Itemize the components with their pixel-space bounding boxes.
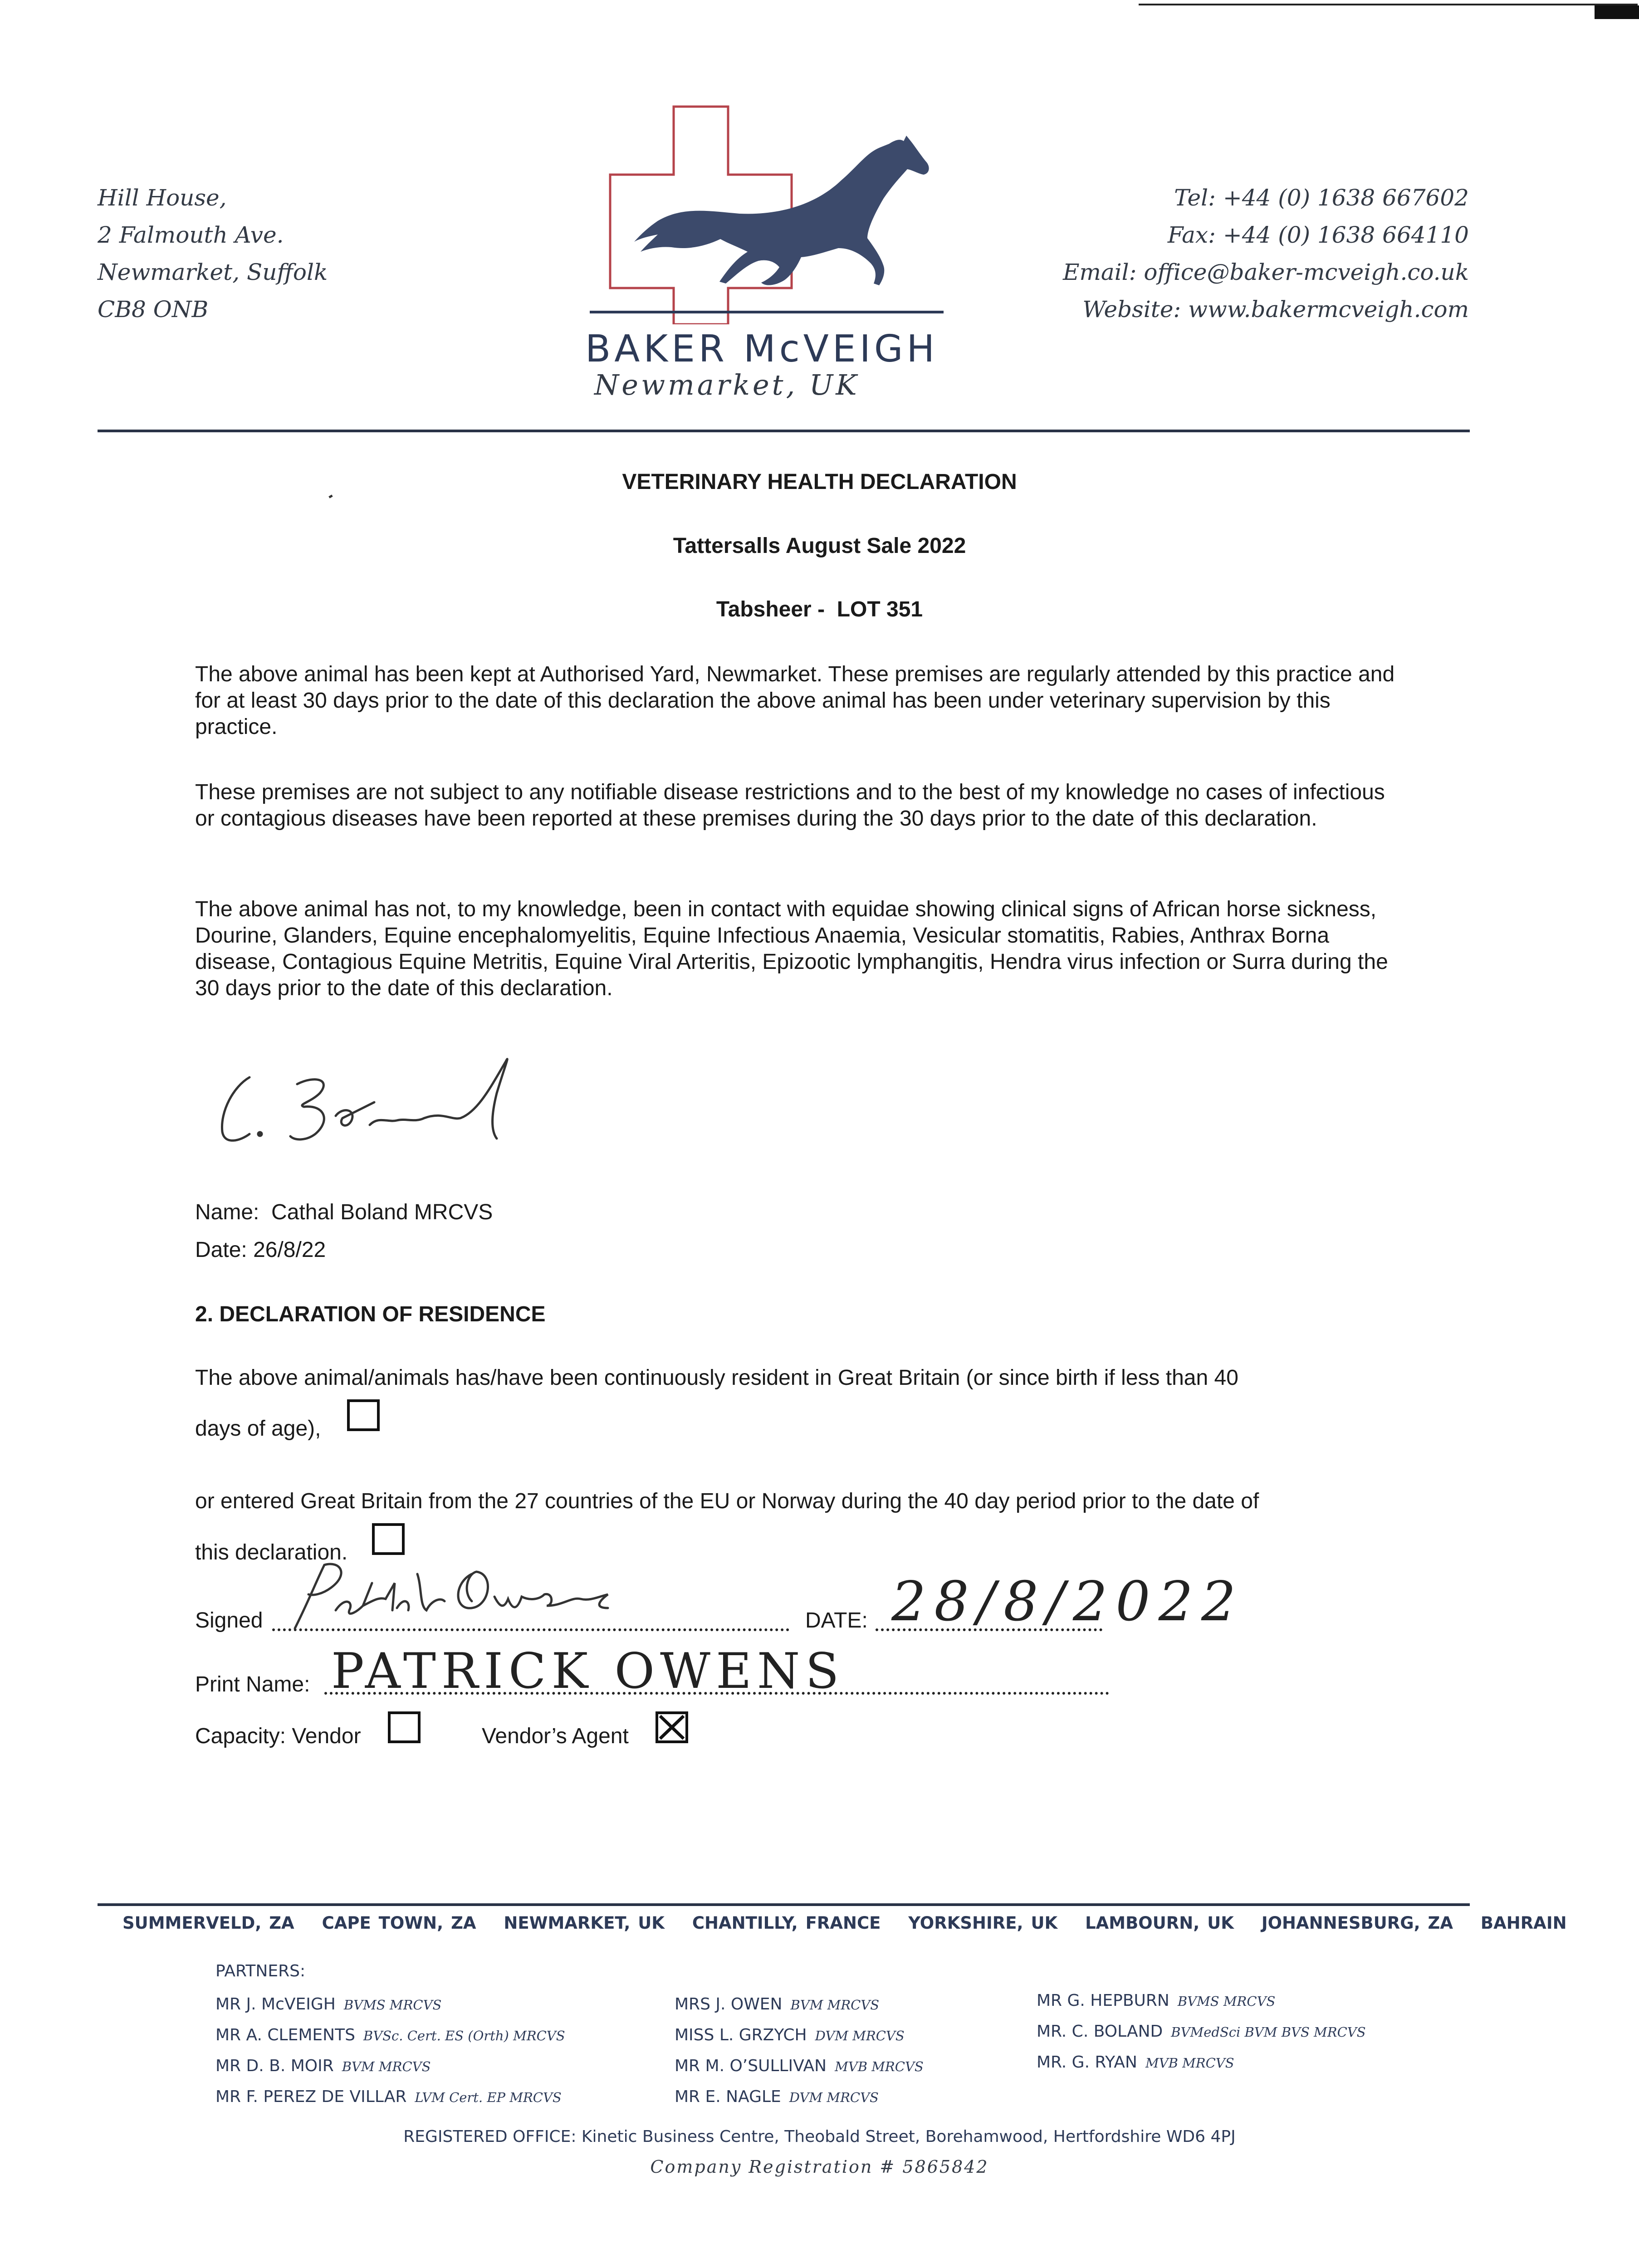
- residence-option2-text: or entered Great Britain from the 27 countries of the EU or Norway during the 40 day period prior to the date of: [195, 1489, 1259, 1513]
- partner-entry: MR D. B. MOIR BVM MRCVS: [215, 2057, 431, 2075]
- declaration-date-handwritten: 28/8/2022: [891, 1570, 1244, 1633]
- partner-entry: MR F. PEREZ DE VILLAR LVM Cert. EP MRCVS: [215, 2087, 562, 2106]
- vendor-checkbox[interactable]: [388, 1711, 421, 1743]
- partner-entry: MR M. O’SULLIVAN MVB MRCVS: [675, 2057, 924, 2075]
- partner-entry: MR A. CLEMENTS BVSc. Cert. ES (Orth) MRCVS: [215, 2026, 565, 2044]
- brand-name: BAKER McVEIGH: [585, 327, 939, 371]
- location-item: JOHANNESBURG, ZA: [1261, 1913, 1453, 1933]
- print-name-handwritten: PATRICK OWENS: [331, 1643, 845, 1700]
- office-locations: [122, 1913, 1567, 1933]
- location-item: BAHRAIN: [1480, 1913, 1567, 1933]
- company-registration: Company Registration # 5865842: [650, 2157, 989, 2177]
- location-item: CHANTILLY, FRANCE: [692, 1913, 881, 1933]
- capacity-vendor-label: Capacity: Vendor: [195, 1724, 361, 1748]
- partner-entry: MR J. McVEIGH BVMS MRCVS: [215, 1995, 442, 2014]
- location-item: NEWMARKET, UK: [504, 1913, 665, 1933]
- partner-entry: MR G. HEPBURN BVMS MRCVS: [1037, 1991, 1276, 2010]
- location-item: CAPE TOWN, ZA: [322, 1913, 476, 1933]
- partner-entry: MRS J. OWEN BVM MRCVS: [675, 1995, 880, 2014]
- scan-edge-line: [1139, 4, 1638, 5]
- signed-label: Signed: [195, 1608, 263, 1633]
- footer-divider: [98, 1903, 1470, 1906]
- declaration-paragraph-1: The above animal has been kept at Authorised Yard, Newmarket. These premises are regularly attended by this practice and for at least 30 days prior to the date of this declaration the above animal has been under veterinary supervision by this practice.: [195, 662, 1395, 739]
- address-line: 2 Falmouth Ave.: [98, 222, 284, 248]
- checked-x-icon: [658, 1714, 685, 1740]
- letterhead-contact: [1063, 179, 1469, 328]
- address-line: CB8 ONB: [98, 296, 209, 323]
- lot-line: Tabsheer - LOT 351: [716, 597, 923, 621]
- date-label: DATE:: [805, 1608, 868, 1633]
- registered-office: REGISTERED OFFICE: Kinetic Business Centre, Theobald Street, Borehamwood, Hertfordshire WD6 4PJ: [403, 2127, 1236, 2146]
- letterhead-address: [98, 179, 328, 328]
- owner-signature: [281, 1556, 644, 1633]
- declaration-paragraph-3: The above animal has not, to my knowledge, been in contact with equidae showing clinical signs of African horse sickness, Dourine, Glanders, Equine encephalomyelitis, Equine Infectious Anaemia, Vesicular stomatitis, Rabies, Anthrax Borna disease, Contagious Equine Metritis, Equine Viral Arteritis, Epizootic lymphangitis, Hendra virus infection or Surra during the 30 days prior to the date of this declaration.: [195, 897, 1388, 1000]
- resident-checkbox[interactable]: [347, 1399, 380, 1431]
- location-item: LAMBOURN, UK: [1085, 1913, 1234, 1933]
- residence-heading: 2. DECLARATION OF RESIDENCE: [195, 1302, 546, 1326]
- location-item: YORKSHIRE, UK: [908, 1913, 1058, 1933]
- sale-name: Tattersalls August Sale 2022: [673, 534, 966, 558]
- company-logo: [590, 102, 944, 324]
- partner-entry: MR. C. BOLAND BVMedSci BVM BVS MRCVS: [1037, 2022, 1366, 2041]
- vendor-agent-label: Vendor’s Agent: [482, 1724, 629, 1748]
- header-divider: [98, 430, 1470, 432]
- print-name-label: Print Name:: [195, 1672, 310, 1696]
- partners-label: PARTNERS:: [215, 1962, 306, 1980]
- residence-option1-text: The above animal/animals has/have been continuously resident in Great Britain (or since birth if less than 40: [195, 1366, 1238, 1390]
- vendor-agent-checkbox[interactable]: [656, 1711, 688, 1743]
- contact-email: Email: office@baker-mcveigh.co.uk: [1062, 259, 1469, 285]
- brand-subtitle: Newmarket, UK: [594, 368, 860, 401]
- residence-option1-text-cont: days of age),: [195, 1417, 321, 1441]
- document-title: VETERINARY HEALTH DECLARATION: [622, 470, 1017, 494]
- partner-entry: MR. G. RYAN MVB MRCVS: [1037, 2053, 1234, 2072]
- contact-website: Website: www.bakermcveigh.com: [1082, 296, 1469, 323]
- entered-checkbox[interactable]: [372, 1523, 405, 1555]
- location-item: SUMMERVELD, ZA: [122, 1913, 294, 1933]
- partner-entry: MISS L. GRZYCH DVM MRCVS: [675, 2026, 905, 2044]
- vet-date: Date: 26/8/22: [195, 1238, 326, 1262]
- residence-option2-text-cont: this declaration.: [195, 1540, 348, 1564]
- address-line: Hill House,: [98, 185, 227, 211]
- scan-edge-mark: [1595, 5, 1639, 19]
- declaration-paragraph-2: These premises are not subject to any notifiable disease restrictions and to the best of my knowledge no cases of infectious or contagious diseases have been reported at these premises during the 30 days prior to the date of this declaration.: [195, 780, 1385, 831]
- contact-tel: Tel: +44 (0) 1638 667602: [1174, 185, 1469, 211]
- horse-icon: [634, 136, 929, 285]
- stray-mark: [328, 494, 333, 498]
- partner-entry: MR E. NAGLE DVM MRCVS: [675, 2087, 879, 2106]
- address-line: Newmarket, Suffolk: [98, 259, 328, 285]
- vet-name: Name: Cathal Boland MRCVS: [195, 1200, 493, 1224]
- contact-fax: Fax: +44 (0) 1638 664110: [1167, 222, 1469, 248]
- vet-signature: [206, 1043, 533, 1157]
